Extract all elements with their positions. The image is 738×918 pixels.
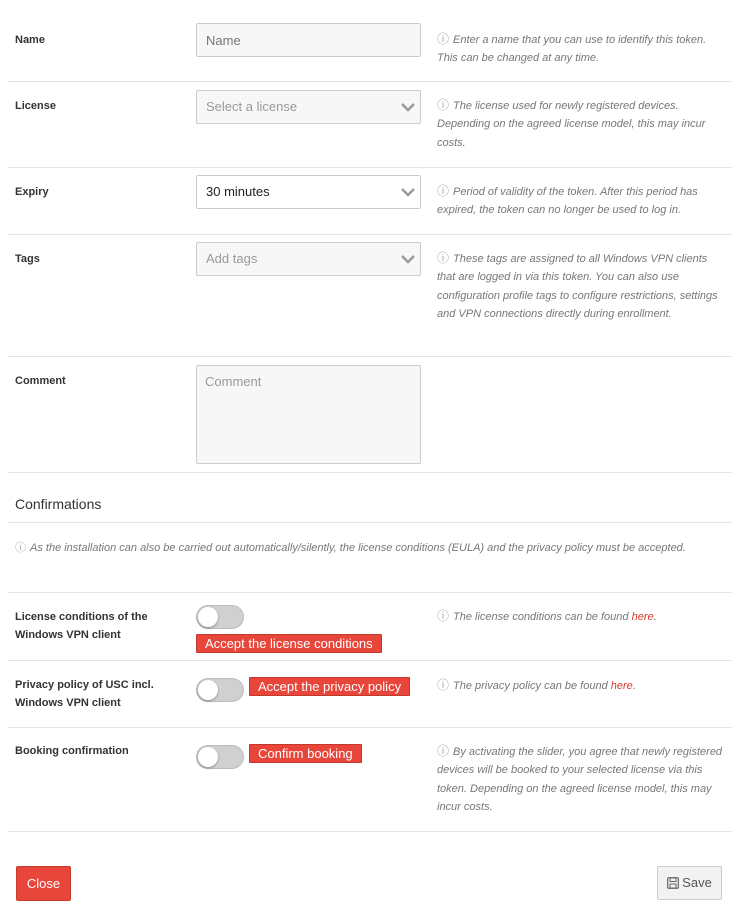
tags-label: Tags	[15, 253, 40, 265]
license-conditions-toggle[interactable]	[196, 605, 244, 629]
comment-row	[8, 357, 732, 473]
tags-row	[8, 235, 732, 357]
chevron-down-icon	[401, 252, 415, 266]
booking-badge: Confirm booking	[249, 744, 362, 763]
privacy-policy-label: Privacy policy of USC incl. Windows VPN client	[15, 679, 154, 709]
info-icon: ⓘ	[437, 251, 450, 265]
privacy-policy-toggle[interactable]	[196, 678, 244, 702]
name-label: Name	[15, 34, 45, 46]
expiry-label: Expiry	[15, 186, 49, 198]
expiry-select[interactable]: 30 minutes	[196, 175, 421, 209]
name-help: ⓘ Enter a name that you can use to identify this token. This can be changed at any time.	[437, 32, 707, 65]
divider	[8, 522, 732, 523]
tags-select[interactable]: Add tags	[196, 242, 421, 276]
expiry-row	[8, 168, 732, 235]
save-icon	[667, 877, 679, 889]
name-row	[8, 16, 732, 82]
info-icon: ⓘ	[437, 32, 450, 46]
close-button[interactable]: Close	[16, 866, 71, 901]
license-conditions-label: License conditions of the Windows VPN client	[15, 611, 148, 641]
license-help: ⓘ The license used for newly registered devices. Depending on the agreed license model, this may incur costs.	[437, 98, 706, 149]
privacy-policy-help: ⓘ The privacy policy can be found here.	[437, 678, 636, 692]
toggle-knob	[198, 747, 218, 767]
confirmations-note: ⓘ As the installation can also be carried out automatically/silently, the license conditions (EULA) and the privacy policy must be accepted.	[15, 542, 686, 554]
license-conditions-help: ⓘ The license conditions can be found here.	[437, 609, 657, 623]
expiry-help: ⓘ Period of validity of the token. After this period has expired, the token can no longer be used to log in.	[437, 184, 698, 217]
license-conditions-link[interactable]: here	[631, 611, 654, 623]
license-row	[8, 82, 732, 168]
info-icon: ⓘ	[437, 98, 450, 112]
info-icon: ⓘ	[437, 609, 450, 623]
comment-label: Comment	[15, 375, 66, 387]
toggle-knob	[198, 607, 218, 627]
privacy-policy-badge: Accept the privacy policy	[249, 677, 410, 696]
info-icon: ⓘ	[437, 184, 450, 198]
tags-help: ⓘ These tags are assigned to all Windows VPN clients that are logged in via this token. You can also use configuration profile tags to configure restrictions, settings and VPN connections directly during enrollment.	[437, 251, 718, 321]
toggle-knob	[198, 680, 218, 700]
booking-help: ⓘ By activating the slider, you agree that newly registered devices will be booked to your selected license via this token. Depending on the agreed license model, this may incur costs.	[437, 744, 723, 814]
license-conditions-badge: Accept the license conditions	[196, 634, 382, 653]
chevron-down-icon	[401, 100, 415, 114]
info-icon: ⓘ	[437, 744, 450, 758]
comment-textarea[interactable]	[196, 365, 421, 464]
save-button[interactable]: Save	[657, 866, 722, 900]
confirmations-title: Confirmations	[15, 496, 102, 512]
info-icon: ⓘ	[437, 678, 450, 692]
booking-label: Booking confirmation	[15, 745, 129, 757]
license-select[interactable]: Select a license	[196, 90, 421, 124]
chevron-down-icon	[401, 185, 415, 199]
name-input[interactable]	[196, 23, 421, 57]
booking-toggle[interactable]	[196, 745, 244, 769]
info-icon: ⓘ	[15, 542, 26, 554]
privacy-policy-link[interactable]: here	[610, 680, 633, 692]
booking-row	[8, 728, 732, 832]
license-label: License	[15, 100, 56, 112]
